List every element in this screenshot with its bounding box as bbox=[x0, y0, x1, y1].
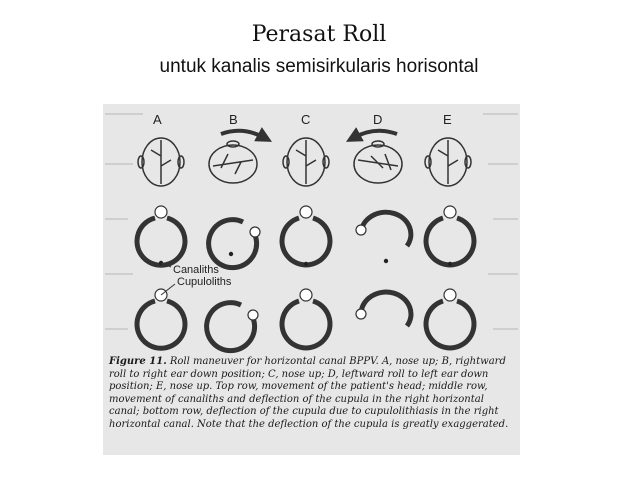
canal-mid-b bbox=[209, 220, 257, 268]
slide-subtitle: untuk kanalis semisirkularis horisontal bbox=[159, 56, 479, 77]
figure-image bbox=[103, 104, 520, 455]
head-right-ear-down-b bbox=[209, 141, 257, 183]
canal-mid-a bbox=[137, 218, 185, 265]
canal-bottom-c bbox=[282, 301, 330, 348]
column-label-b: B bbox=[229, 112, 238, 127]
figure-caption bbox=[109, 356, 513, 432]
head-nose-up-e bbox=[425, 138, 471, 186]
head-left-ear-down-d bbox=[354, 141, 402, 183]
slide-title: Perasat Roll bbox=[251, 22, 387, 47]
column-label-c: C bbox=[301, 112, 311, 127]
column-label-a: A bbox=[153, 112, 162, 127]
canal-mid-c bbox=[282, 218, 330, 265]
head-nose-up-c bbox=[283, 138, 329, 186]
canal-bottom-b bbox=[207, 303, 255, 351]
cupuloliths-label: Cupuloliths bbox=[177, 276, 232, 288]
canal-bottom-d bbox=[361, 292, 411, 326]
canal-bottom-e bbox=[426, 301, 474, 348]
canaliths-label: Canaliths bbox=[173, 264, 219, 276]
head-nose-up-a bbox=[138, 138, 184, 186]
caption-label: Figure 11. bbox=[109, 356, 167, 367]
canal-bottom-a bbox=[137, 301, 185, 348]
canal-mid-d bbox=[361, 212, 411, 246]
column-label-e: E bbox=[443, 112, 452, 127]
canal-mid-e bbox=[426, 218, 474, 265]
caption-text: Roll maneuver for horizontal canal BPPV. A, nose up; B, rightward roll to right ear down position; C, nose up; D, leftward roll to left ear down position; E, nose up. Top row, movement of the patient's head; middle row, movement of canaliths and deflection of the cupula in the right horizontal canal; bottom row, deflection of the cupula due to cupulolithiasis in the right horizontal canal. Note that the deflection of the cupula is greatly exaggerated. bbox=[109, 356, 509, 430]
rightward-roll-arrow bbox=[221, 131, 265, 138]
leftward-roll-arrow bbox=[353, 131, 397, 138]
column-label-d: D bbox=[373, 112, 383, 127]
